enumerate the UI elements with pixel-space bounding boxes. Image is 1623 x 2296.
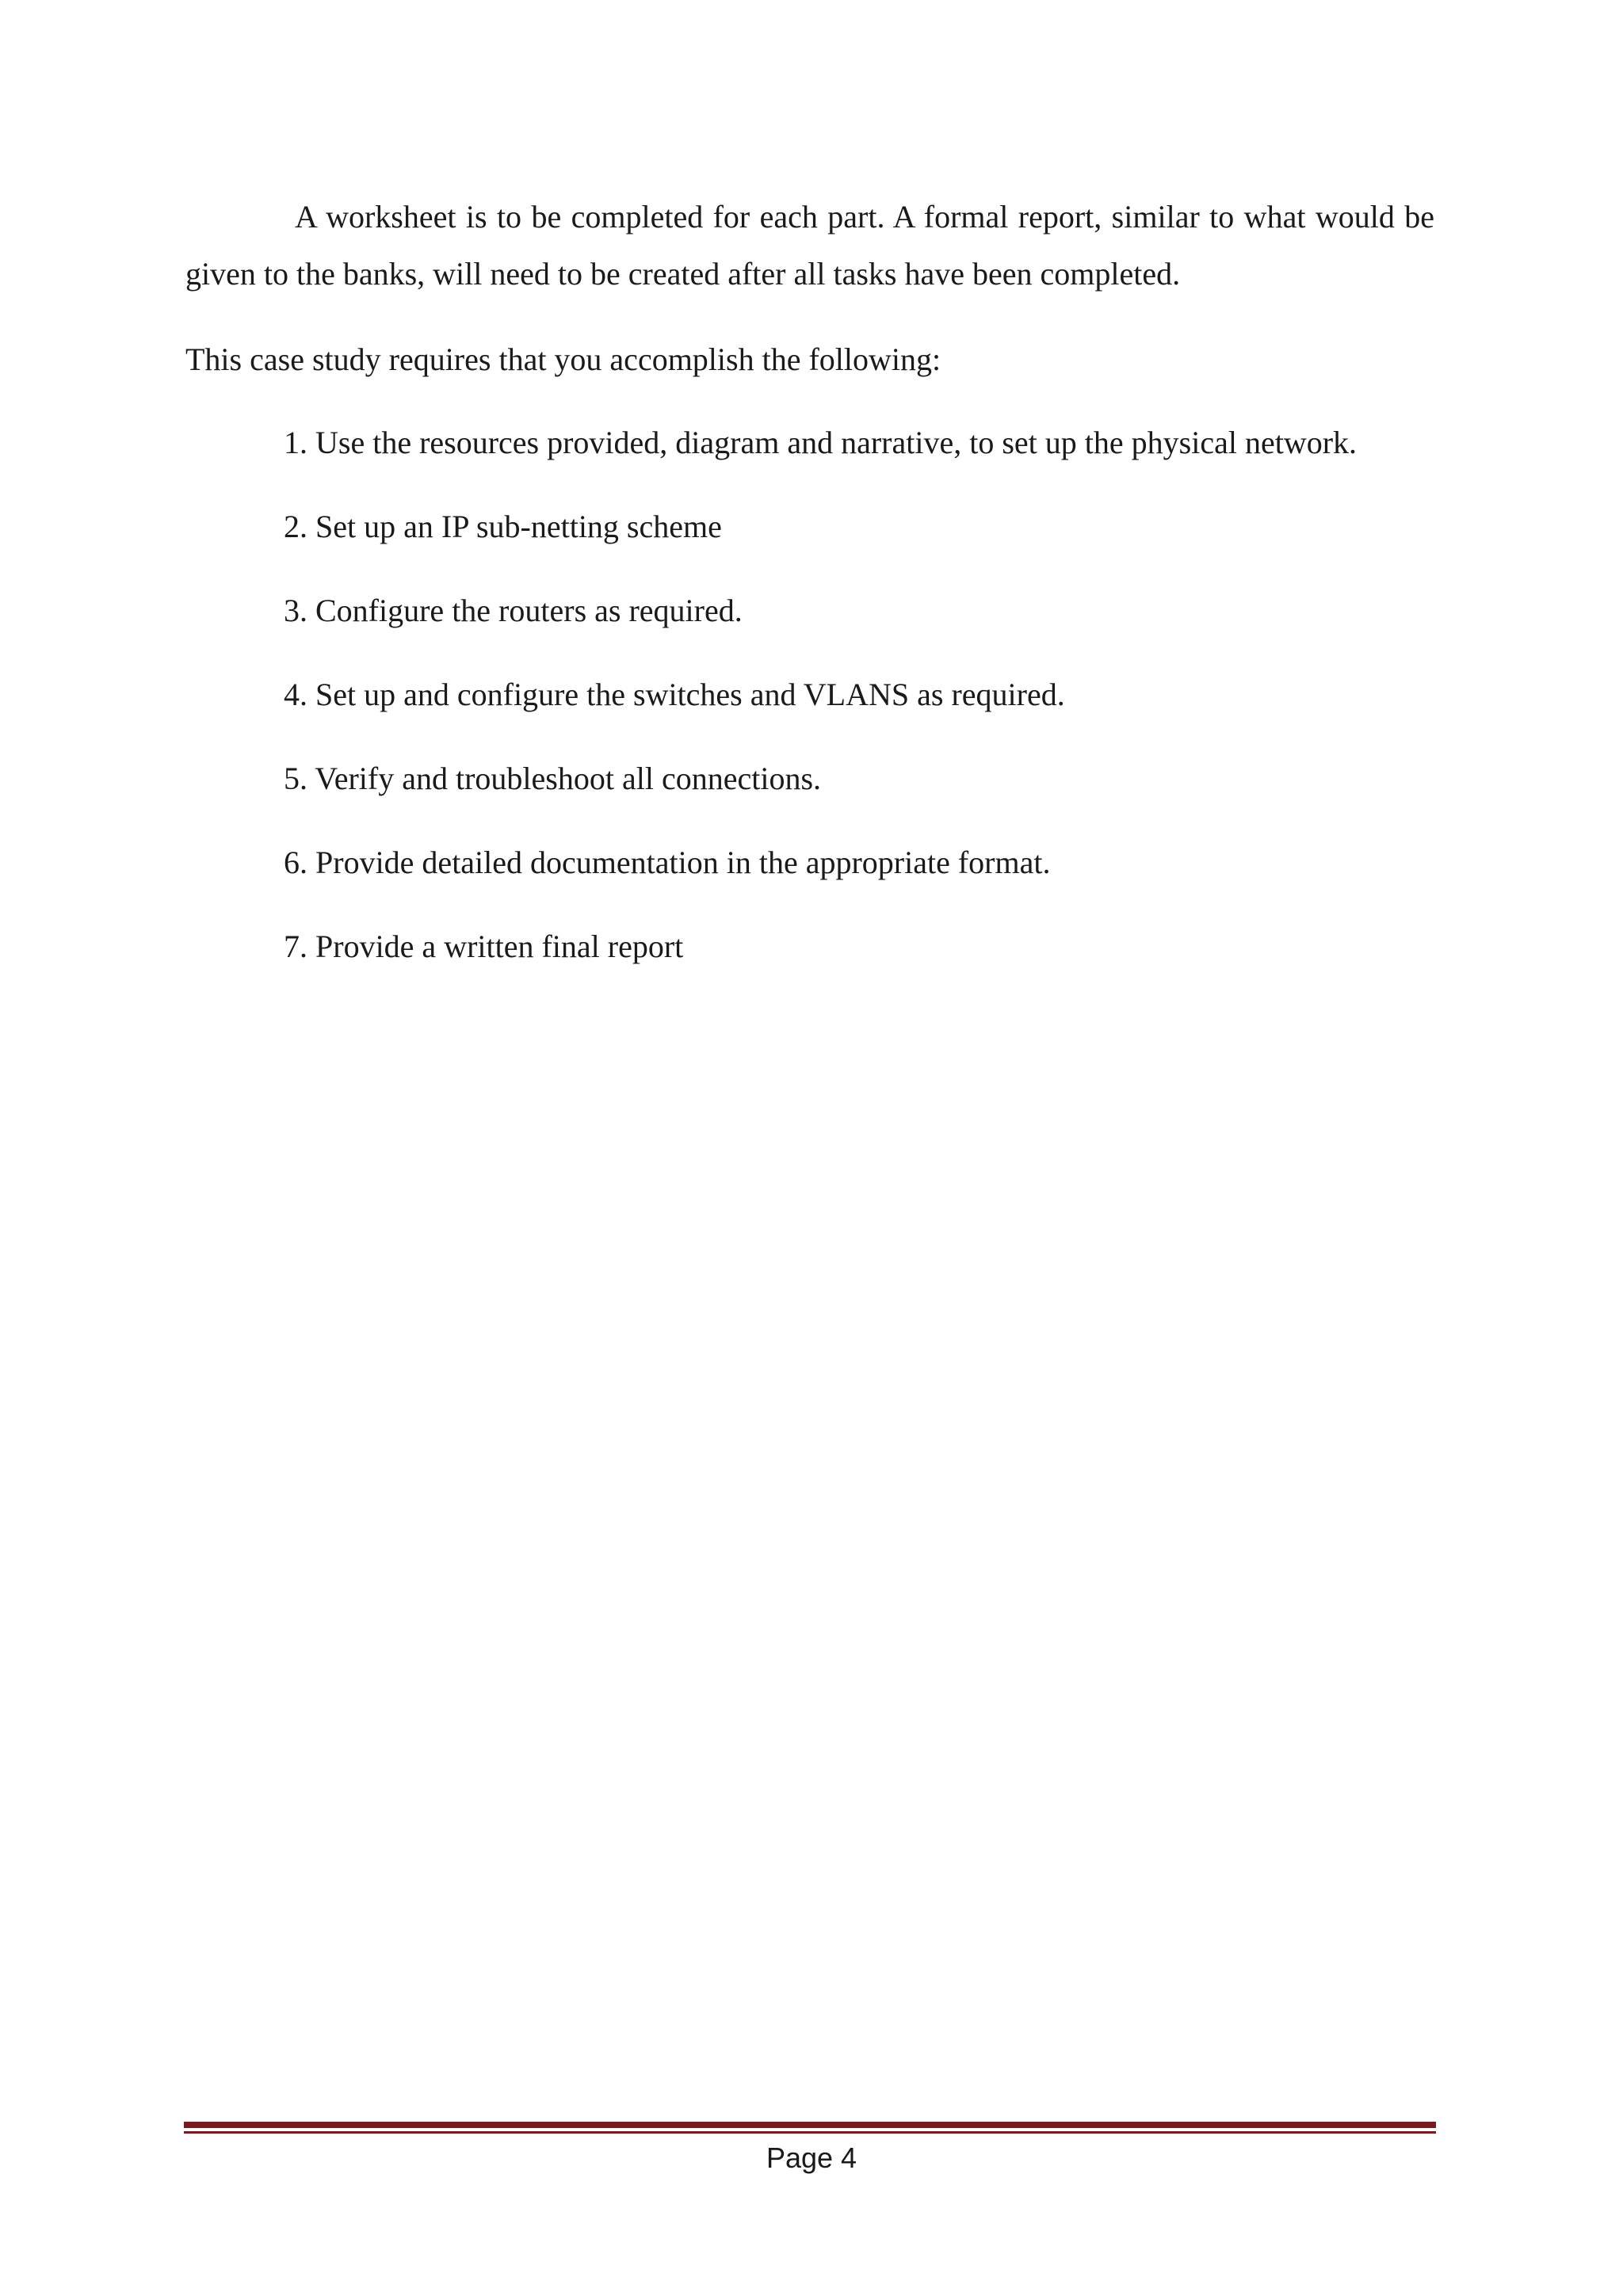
task-item-7: 7. Provide a written final report xyxy=(284,929,684,964)
task-item-2: 2. Set up an IP sub-netting scheme xyxy=(284,509,722,544)
footer-rule-thick xyxy=(184,2122,1436,2128)
task-item-6: 6. Provide detailed documentation in the appropriate format. xyxy=(284,845,1051,880)
task-item-4: 4. Set up and configure the switches and VLANS as required. xyxy=(284,677,1065,712)
task-item-3: 3. Configure the routers as required. xyxy=(284,593,743,628)
task-list xyxy=(284,414,1357,1002)
intro-paragraph: A worksheet is to be completed for each part. A formal report, similar to what would be given to the banks, will need to be created after all tasks have been completed. xyxy=(185,199,1434,292)
page-number: Page 4 xyxy=(766,2142,857,2174)
task-item-1: 1. Use the resources provided, diagram and narrative, to set up the physical network. xyxy=(284,425,1358,460)
footer-rule-thin xyxy=(184,2131,1436,2134)
lead-sentence: This case study requires that you accomplish the following: xyxy=(185,341,941,377)
task-item-5: 5. Verify and troubleshoot all connections. xyxy=(284,761,822,796)
